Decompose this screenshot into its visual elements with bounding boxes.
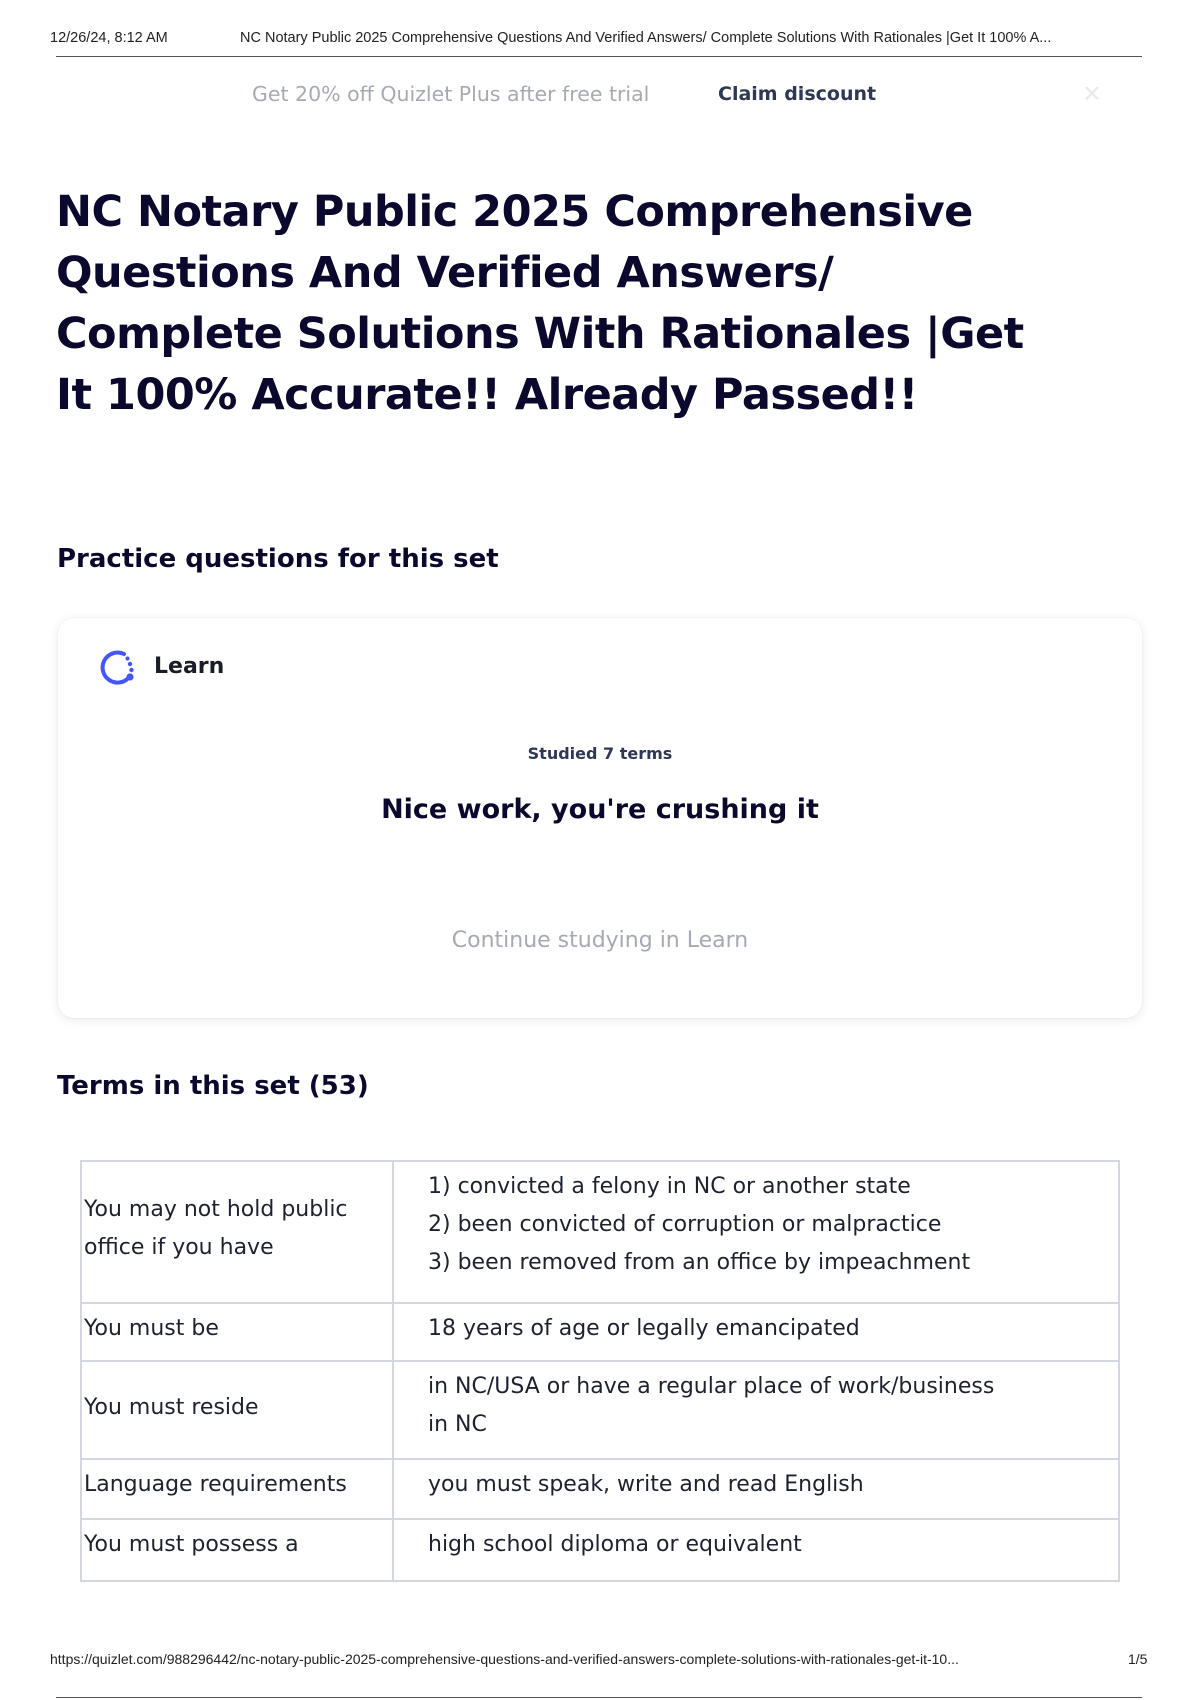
close-icon[interactable]: ✕ [1082,81,1103,108]
print-date: 12/26/24, 8:12 AM [50,30,168,46]
term-row [81,1303,1119,1361]
definition-cell [393,1519,1119,1581]
continue-learn-button[interactable]: Continue studying in Learn [451,928,749,953]
practice-section-heading: Practice questions for this set [57,544,499,574]
term-cell: You may not hold public office if you have [81,1161,393,1303]
definition-line: in NC/USA or have a regular place of work/business [428,1374,995,1399]
terms-table [80,1160,1120,1582]
print-doc-title: NC Notary Public 2025 Comprehensive Questions And Verified Answers/ Complete Solutions With Rationales |Get It 100% A... [240,30,1052,46]
term-cell: You must reside [81,1361,393,1459]
studied-count: Studied 7 terms [527,744,673,763]
term-cell: You must possess a [81,1519,393,1581]
definition-line: 18 years of age or legally emancipated [428,1316,860,1341]
learn-icon [94,646,138,690]
term-row [81,1361,1119,1459]
learn-card [58,618,1142,1018]
promo-text: Get 20% off Quizlet Plus after free trial [252,82,650,106]
term-row [81,1459,1119,1519]
definition-cell [393,1161,1119,1303]
print-footer [50,1651,1150,1671]
term-cell: Language requirements [81,1459,393,1519]
definition-cell [393,1361,1119,1459]
learn-mode-label: Learn [154,654,225,679]
definition-line: 2) been convicted of corruption or malpractice [428,1212,942,1237]
print-header [50,30,1142,50]
terms-section-heading: Terms in this set (53) [57,1071,369,1101]
page-title: NC Notary Public 2025 Comprehensive Questions And Verified Answers/ Complete Solutions With Rationales |Get It 100% Accurate!! Already Passed!! [56,187,1024,420]
term-cell: You must be [81,1303,393,1361]
definition-cell [393,1459,1119,1519]
definition-cell [393,1303,1119,1361]
definition-line: 3) been removed from an office by impeachment [428,1250,971,1275]
page-number: 1/5 [1128,1651,1148,1667]
term-row [81,1161,1119,1303]
header-divider [56,56,1142,57]
definition-line: high school diploma or equivalent [428,1532,802,1557]
definition-line: you must speak, write and read English [428,1472,864,1497]
definition-line: in NC [428,1412,487,1437]
page-url: https://quizlet.com/988296442/nc-notary-public-2025-comprehensive-questions-and-verified-answers-complete-solutions-with-rationales-get-it-10... [50,1651,959,1667]
claim-discount-button[interactable]: Claim discount [718,83,877,105]
progress-message: Nice work, you're crushing it [381,794,819,825]
promo-banner [0,80,1200,112]
term-row [81,1519,1119,1581]
footer-divider [56,1697,1142,1698]
definition-line: 1) convicted a felony in NC or another state [428,1174,911,1199]
